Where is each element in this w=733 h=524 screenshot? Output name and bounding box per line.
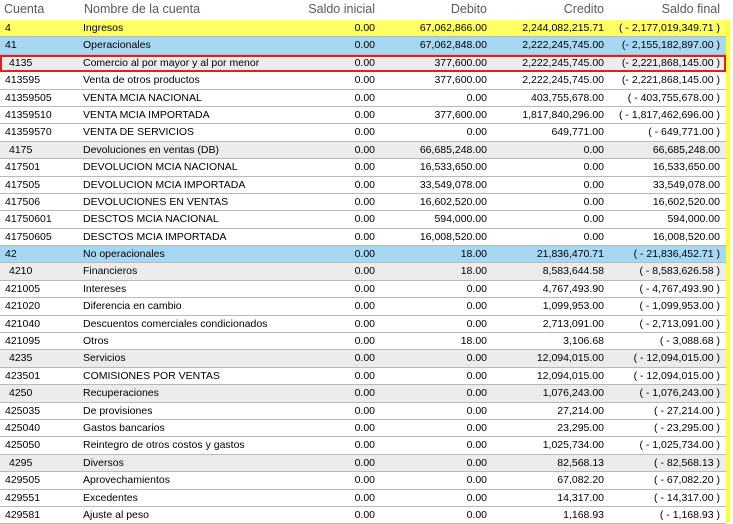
table-row[interactable] <box>0 385 726 402</box>
cell-saldo-final[interactable]: ( - 4,767,493.90 ) <box>639 282 720 295</box>
cell-saldo-inicial[interactable]: 0.00 <box>354 248 375 261</box>
cell-debito[interactable]: 0.00 <box>466 300 487 313</box>
cell-cuenta[interactable]: 429505 <box>5 474 41 487</box>
cell-credito[interactable]: 1,025,734.00 <box>542 439 604 452</box>
cell-debito[interactable]: 0.00 <box>466 352 487 365</box>
cell-credito[interactable]: 2,244,082,215.71 <box>522 22 604 34</box>
cell-cuenta[interactable]: 42 <box>5 248 17 261</box>
cell-credito[interactable]: 403,755,678.00 <box>531 91 604 104</box>
cell-nombre[interactable]: Diversos <box>83 456 124 469</box>
cell-nombre[interactable]: COMISIONES POR VENTAS <box>83 369 220 382</box>
column-header-row <box>0 0 726 20</box>
cell-saldo-final[interactable]: (- 2,221,868,145.00 ) <box>621 74 720 87</box>
cell-credito[interactable]: 4,767,493.90 <box>542 282 604 295</box>
cell-saldo-final[interactable]: 16,008,520.00 <box>652 230 720 243</box>
cell-debito[interactable]: 0.00 <box>466 474 487 487</box>
cell-cuenta[interactable]: 421005 <box>5 282 41 295</box>
cell-nombre[interactable]: DESCTOS MCIA NACIONAL <box>83 213 219 226</box>
cell-cuenta[interactable]: 425040 <box>5 421 41 434</box>
cell-credito[interactable]: 82,568.13 <box>557 456 604 469</box>
cell-saldo-final[interactable]: ( - 23,295.00 ) <box>654 421 720 434</box>
cell-nombre[interactable]: VENTA DE SERVICIOS <box>83 126 195 139</box>
table-body <box>0 20 726 524</box>
cell-saldo-inicial[interactable]: 0.00 <box>354 91 375 104</box>
cell-nombre[interactable]: Servicios <box>83 352 126 365</box>
cell-saldo-final[interactable]: ( - 27,214.00 ) <box>654 404 720 417</box>
cell-saldo-final[interactable]: ( - 1,817,462,696.00 ) <box>619 108 720 121</box>
cell-debito[interactable]: 0.00 <box>466 421 487 434</box>
header-nombre[interactable]: Nombre de la cuenta <box>84 2 201 16</box>
cell-nombre[interactable]: Ajuste al peso <box>83 508 149 521</box>
cell-cuenta[interactable]: 41359510 <box>5 108 52 121</box>
cell-saldo-inicial[interactable]: 0.00 <box>354 404 375 417</box>
table-row[interactable] <box>0 107 726 124</box>
cell-saldo-inicial[interactable]: 0.00 <box>354 317 375 330</box>
cell-debito[interactable]: 377,600.00 <box>434 56 487 69</box>
cell-saldo-final[interactable]: ( - 21,836,452.71 ) <box>633 248 720 261</box>
table-row[interactable] <box>0 350 726 367</box>
level-indicator-bar <box>726 20 730 522</box>
cell-saldo-inicial[interactable]: 0.00 <box>354 474 375 487</box>
cell-debito[interactable]: 16,008,520.00 <box>419 230 487 243</box>
cell-nombre[interactable]: Reintegro de otros costos y gastos <box>83 439 245 452</box>
table-row[interactable] <box>0 177 726 194</box>
cell-nombre[interactable]: Aprovechamientos <box>83 474 170 487</box>
cell-saldo-final[interactable]: 16,602,520.00 <box>652 195 720 208</box>
cell-nombre[interactable]: De provisiones <box>83 404 153 417</box>
table-row[interactable] <box>0 490 726 507</box>
cell-saldo-inicial[interactable]: 0.00 <box>354 352 375 365</box>
cell-saldo-final[interactable]: ( - 12,094,015.00 ) <box>633 352 720 365</box>
cell-saldo-final[interactable]: ( - 1,099,953.00 ) <box>639 300 720 313</box>
cell-credito[interactable]: 649,771.00 <box>551 126 604 139</box>
cell-cuenta[interactable]: 41 <box>5 39 17 52</box>
cell-debito[interactable]: 0.00 <box>466 282 487 295</box>
cell-cuenta[interactable]: 425050 <box>5 439 41 452</box>
cell-cuenta[interactable]: 4135 <box>9 56 33 69</box>
cell-nombre[interactable]: Intereses <box>83 282 127 295</box>
cell-credito[interactable]: 0.00 <box>583 213 604 226</box>
cell-cuenta[interactable]: 429551 <box>5 491 41 504</box>
cell-saldo-final[interactable]: ( - 1,168.93 ) <box>659 508 720 521</box>
cell-nombre[interactable]: Excedentes <box>83 491 138 504</box>
cell-cuenta[interactable]: 425035 <box>5 404 41 417</box>
table-row[interactable] <box>0 403 726 420</box>
cell-credito[interactable]: 0.00 <box>583 143 604 156</box>
cell-cuenta[interactable]: 417506 <box>5 195 41 208</box>
table-row[interactable] <box>0 455 726 472</box>
cell-saldo-final[interactable]: ( - 12,094,015.00 ) <box>633 369 720 382</box>
cell-cuenta[interactable]: 41750601 <box>5 213 52 226</box>
cell-credito[interactable]: 1,076,243.00 <box>542 387 604 400</box>
table-row[interactable] <box>0 298 726 315</box>
cell-saldo-final[interactable]: 594,000.00 <box>667 213 720 226</box>
cell-saldo-inicial[interactable]: 0.00 <box>354 126 375 139</box>
cell-debito[interactable]: 0.00 <box>466 369 487 382</box>
cell-saldo-final[interactable]: ( - 2,177,019,349.71 ) <box>619 22 720 34</box>
table-row[interactable] <box>0 368 726 385</box>
cell-saldo-final[interactable]: ( - 3,088.68 ) <box>659 335 720 348</box>
cell-saldo-inicial[interactable]: 0.00 <box>354 22 375 34</box>
table-row[interactable] <box>0 72 726 89</box>
cell-saldo-inicial[interactable]: 0.00 <box>354 230 375 243</box>
cell-saldo-inicial[interactable]: 0.00 <box>354 195 375 208</box>
cell-saldo-inicial[interactable]: 0.00 <box>354 335 375 348</box>
cell-credito[interactable]: 1,817,840,296.00 <box>522 108 604 121</box>
cell-credito[interactable]: 12,094,015.00 <box>536 369 604 382</box>
cell-debito[interactable]: 0.00 <box>466 508 487 521</box>
cell-credito[interactable]: 12,094,015.00 <box>536 352 604 365</box>
cell-saldo-final[interactable]: ( - 2,713,091.00 ) <box>639 317 720 330</box>
table-row[interactable] <box>0 55 726 72</box>
table-row[interactable] <box>0 437 726 454</box>
cell-nombre[interactable]: Financieros <box>83 265 138 278</box>
cell-nombre[interactable]: DEVOLUCIONES EN VENTAS <box>83 195 229 208</box>
cell-credito[interactable]: 2,713,091.00 <box>542 317 604 330</box>
table-row[interactable] <box>0 333 726 350</box>
cell-credito[interactable]: 27,214.00 <box>557 404 604 417</box>
cell-credito[interactable]: 0.00 <box>583 195 604 208</box>
cell-cuenta[interactable]: 4175 <box>9 143 33 156</box>
cell-nombre[interactable]: VENTA MCIA IMPORTADA <box>83 108 210 121</box>
cell-cuenta[interactable]: 4210 <box>9 265 33 278</box>
cell-saldo-inicial[interactable]: 0.00 <box>354 387 375 400</box>
cell-debito[interactable]: 0.00 <box>466 456 487 469</box>
cell-saldo-inicial[interactable]: 0.00 <box>354 143 375 156</box>
table-row[interactable] <box>0 37 726 54</box>
table-row[interactable] <box>0 472 726 489</box>
cell-nombre[interactable]: No operacionales <box>83 248 165 261</box>
cell-cuenta[interactable]: 4235 <box>9 352 33 365</box>
cell-saldo-final[interactable]: ( - 8,583,626.58 ) <box>639 265 720 278</box>
table-row[interactable] <box>0 211 726 228</box>
cell-saldo-final[interactable]: ( - 649,771.00 ) <box>648 126 720 139</box>
cell-saldo-inicial[interactable]: 0.00 <box>354 491 375 504</box>
cell-cuenta[interactable]: 4 <box>5 22 11 34</box>
table-row[interactable] <box>0 159 726 176</box>
cell-credito[interactable]: 2,222,245,745.00 <box>522 74 604 87</box>
cell-saldo-final[interactable]: 16,533,650.00 <box>652 161 720 174</box>
table-row[interactable] <box>0 124 726 141</box>
cell-nombre[interactable]: Devoluciones en ventas (DB) <box>83 143 219 156</box>
table-row[interactable] <box>0 316 726 333</box>
cell-saldo-final[interactable]: ( - 67,082.20 ) <box>654 474 720 487</box>
cell-credito[interactable]: 2,222,245,745.00 <box>522 39 604 52</box>
cell-cuenta[interactable]: 421020 <box>5 300 41 313</box>
header-credito[interactable]: Credito <box>563 2 604 16</box>
cell-credito[interactable]: 1,099,953.00 <box>542 300 604 313</box>
cell-saldo-final[interactable]: 66,685,248.00 <box>652 143 720 156</box>
cell-debito[interactable]: 0.00 <box>466 439 487 452</box>
cell-cuenta[interactable]: 421095 <box>5 335 41 348</box>
cell-saldo-final[interactable]: ( - 1,025,734.00 ) <box>639 439 720 452</box>
table-row[interactable] <box>0 20 726 37</box>
cell-saldo-final[interactable]: 33,549,078.00 <box>652 178 720 191</box>
cell-saldo-final[interactable]: ( - 82,568.13 ) <box>654 456 720 469</box>
cell-cuenta[interactable]: 4250 <box>9 387 33 400</box>
cell-cuenta[interactable]: 417501 <box>5 161 41 174</box>
cell-cuenta[interactable]: 421040 <box>5 317 41 330</box>
cell-saldo-inicial[interactable]: 0.00 <box>354 456 375 469</box>
cell-nombre[interactable]: Venta de otros productos <box>83 74 200 87</box>
cell-debito[interactable]: 66,685,248.00 <box>419 143 487 156</box>
table-row[interactable] <box>0 246 726 263</box>
cell-saldo-final[interactable]: ( - 14,317.00 ) <box>654 491 720 504</box>
cell-saldo-inicial[interactable]: 0.00 <box>354 178 375 191</box>
cell-debito[interactable]: 0.00 <box>466 91 487 104</box>
cell-nombre[interactable]: Otros <box>83 335 109 348</box>
cell-debito[interactable]: 18.00 <box>460 248 487 261</box>
cell-credito[interactable]: 0.00 <box>583 161 604 174</box>
cell-debito[interactable]: 0.00 <box>466 404 487 417</box>
table-row[interactable] <box>0 90 726 107</box>
cell-debito[interactable]: 0.00 <box>466 317 487 330</box>
cell-nombre[interactable]: VENTA MCIA NACIONAL <box>83 91 202 104</box>
cell-nombre[interactable]: Ingresos <box>83 22 124 34</box>
cell-saldo-inicial[interactable]: 0.00 <box>354 161 375 174</box>
cell-saldo-inicial[interactable]: 0.00 <box>354 421 375 434</box>
cell-debito[interactable]: 377,600.00 <box>434 74 487 87</box>
cell-credito[interactable]: 23,295.00 <box>557 421 604 434</box>
cell-saldo-inicial[interactable]: 0.00 <box>354 508 375 521</box>
header-debito[interactable]: Debito <box>450 2 487 16</box>
cell-credito[interactable]: 8,583,644.58 <box>542 265 604 278</box>
cell-debito[interactable]: 594,000.00 <box>434 213 487 226</box>
header-saldo-inicial[interactable]: Saldo inicial <box>308 2 375 16</box>
cell-debito[interactable]: 18.00 <box>460 335 487 348</box>
cell-credito[interactable]: 2,222,245,745.00 <box>522 56 604 69</box>
table-row[interactable] <box>0 194 726 211</box>
table-row[interactable] <box>0 420 726 437</box>
cell-debito[interactable]: 67,062,848.00 <box>419 39 487 52</box>
cell-saldo-inicial[interactable]: 0.00 <box>354 369 375 382</box>
cell-saldo-final[interactable]: (- 2,221,868,145.00 ) <box>621 56 720 69</box>
cell-nombre[interactable]: DEVOLUCION MCIA IMPORTADA <box>83 178 246 191</box>
table-row[interactable] <box>0 263 726 280</box>
cell-cuenta[interactable]: 413595 <box>5 74 41 87</box>
cell-saldo-inicial[interactable]: 0.00 <box>354 439 375 452</box>
cell-debito[interactable]: 0.00 <box>466 387 487 400</box>
cell-nombre[interactable]: Recuperaciones <box>83 387 159 400</box>
cell-nombre[interactable]: Comercio al por mayor y al por menor <box>83 56 260 69</box>
cell-saldo-inicial[interactable]: 0.00 <box>354 300 375 313</box>
table-row[interactable] <box>0 229 726 246</box>
table-row[interactable] <box>0 142 726 159</box>
cell-saldo-inicial[interactable]: 0.00 <box>354 265 375 278</box>
cell-cuenta[interactable]: 41359505 <box>5 91 52 104</box>
cell-cuenta[interactable]: 41750605 <box>5 230 52 243</box>
cell-nombre[interactable]: DEVOLUCION MCIA NACIONAL <box>83 161 238 174</box>
cell-cuenta[interactable]: 4295 <box>9 456 33 469</box>
cell-debito[interactable]: 377,600.00 <box>434 108 487 121</box>
cell-credito[interactable]: 67,082.20 <box>557 474 604 487</box>
cell-cuenta[interactable]: 423501 <box>5 369 41 382</box>
cell-saldo-final[interactable]: (- 2,155,182,897.00 ) <box>621 39 720 52</box>
cell-nombre[interactable]: Operacionales <box>83 39 151 52</box>
cell-credito[interactable]: 0.00 <box>583 230 604 243</box>
cell-cuenta[interactable]: 429581 <box>5 508 41 521</box>
table-row[interactable] <box>0 281 726 298</box>
cell-saldo-final[interactable]: ( - 403,755,678.00 ) <box>627 91 720 104</box>
cell-saldo-inicial[interactable]: 0.00 <box>354 282 375 295</box>
cell-nombre[interactable]: Gastos bancarios <box>83 421 165 434</box>
cell-cuenta[interactable]: 41359570 <box>5 126 52 139</box>
cell-saldo-final[interactable]: ( - 1,076,243.00 ) <box>639 387 720 400</box>
cell-nombre[interactable]: Descuentos comerciales condicionados <box>83 317 268 330</box>
cell-saldo-inicial[interactable]: 0.00 <box>354 74 375 87</box>
cell-debito[interactable]: 16,602,520.00 <box>419 195 487 208</box>
cell-debito[interactable]: 0.00 <box>466 491 487 504</box>
cell-debito[interactable]: 67,062,866.00 <box>419 22 487 34</box>
header-cuenta[interactable]: Cuenta <box>4 2 45 16</box>
cell-credito[interactable]: 0.00 <box>583 178 604 191</box>
cell-saldo-inicial[interactable]: 0.00 <box>354 56 375 69</box>
cell-saldo-inicial[interactable]: 0.00 <box>354 39 375 52</box>
cell-debito[interactable]: 0.00 <box>466 126 487 139</box>
cell-cuenta[interactable]: 417505 <box>5 178 41 191</box>
cell-credito[interactable]: 3,106.68 <box>563 335 604 348</box>
cell-debito[interactable]: 33,549,078.00 <box>419 178 487 191</box>
cell-saldo-inicial[interactable]: 0.00 <box>354 213 375 226</box>
cell-saldo-inicial[interactable]: 0.00 <box>354 108 375 121</box>
cell-credito[interactable]: 1,168.93 <box>563 508 604 521</box>
cell-debito[interactable]: 16,533,650.00 <box>419 161 487 174</box>
table-row[interactable] <box>0 507 726 524</box>
cell-nombre[interactable]: Diferencia en cambio <box>83 300 182 313</box>
cell-credito[interactable]: 21,836,470.71 <box>536 248 604 261</box>
cell-debito[interactable]: 18.00 <box>460 265 487 278</box>
cell-credito[interactable]: 14,317.00 <box>557 491 604 504</box>
header-saldo-final[interactable]: Saldo final <box>661 2 720 16</box>
cell-nombre[interactable]: DESCTOS MCIA IMPORTADA <box>83 230 227 243</box>
